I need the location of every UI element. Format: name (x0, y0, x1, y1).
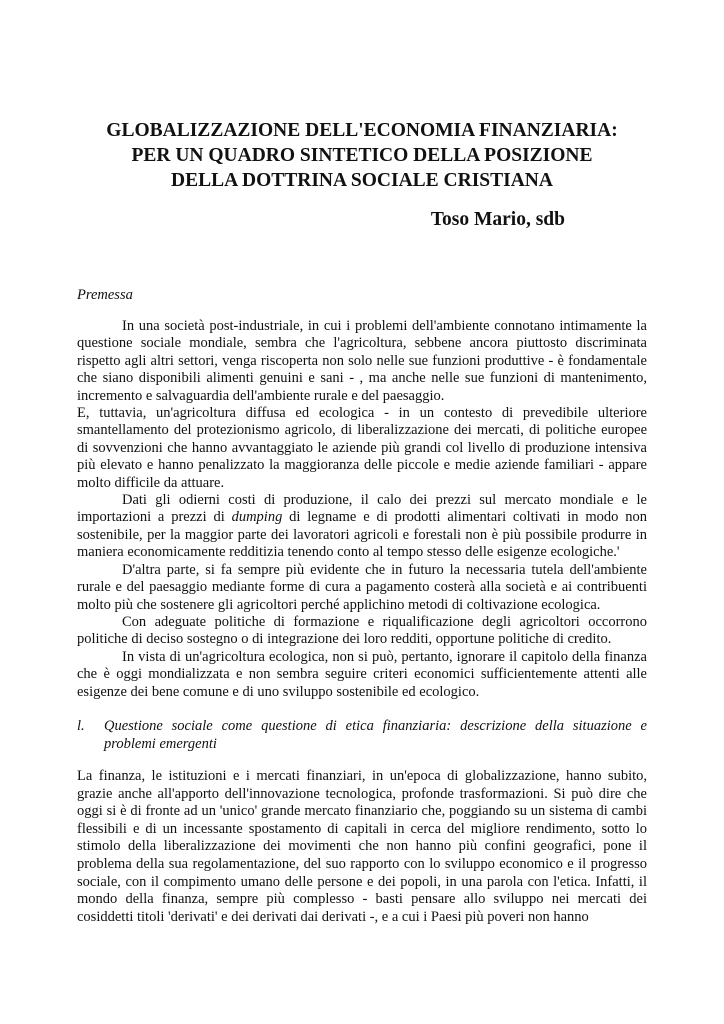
paragraph-3-italic: dumping (231, 509, 283, 526)
paragraph-3-after: di legname e di prodotti alimentari coltivati in modo non sostenibile, per la maggior parte dei lavoratori agricoli e forestali non è più possibile produrre in maniera economicamente redditizia tenendo conto al tempo stesso delle esigenze ecologiche.' (77, 509, 647, 561)
section-paragraph: La finanza, le istituzioni e i mercati finanziari, in un'epoca di globalizzazione, hanno subito, grazie anche all'apporto dell'innovazione tecnologica, profonde trasformazioni. Si può dire che oggi si è di fronte ad un 'unico' grande mercato finanziario che, poggiando su un sistema di cambi flessibili e di un incessante spostamento di capitali in cerca del migliore rendimento, sotto lo stimolo della liberalizzazione dei movimenti che non hanno più confini geografici, pone il problema della sua regolamentazione, del suo rapporto con lo sviluppo economico e il progresso sociale, con il compimento umano delle persone e dei popoli, in una parola con l'etica. Infatti, il mondo della finanza, sempre più complesso - basti pensare allo sviluppo nei mercati dei cosiddetti titoli 'derivati' e dei derivati dai derivati -, e a cui i Paesi più poveri non hanno (77, 768, 647, 925)
section-title: Questione sociale come questione di etica finanziaria: descrizione della situazione e problemi emergenti (104, 718, 647, 752)
section-number: l. (77, 718, 85, 734)
paragraph-3 (77, 492, 647, 562)
paragraph-2: E, tuttavia, un'agricoltura diffusa ed ecologica - in un contesto di prevedibile ulteriore smantellamento del protezionismo agricolo, di liberalizzazione dei mercati, di politiche europee di sovvenzioni che hanno avvantaggiato le aziende più grandi col livello di produzione intensiva più elevato e hanno penalizzato la maggioranza delle piccole e medie aziende familiari - appare molto difficile da attuare. (77, 405, 647, 491)
author-name: Toso Mario, sdb (430, 209, 565, 230)
title-line-2: PER UN QUADRO SINTETICO DELLA POSIZIONE (131, 145, 593, 166)
section-heading (77, 717, 647, 753)
paragraph-1: In una società post-industriale, in cui i problemi dell'ambiente connotano intimamente la questione sociale mondiale, sembra che l'agricoltura, sebbene ancora piuttosto discriminata rispetto agli altri settori, venga riscoperta non solo nelle sue funzioni produttive - è fondamentale che siano disponibili alimenti genuini e sani - , ma anche nelle sue funzioni di mantenimento, incremento e salvaguardia dell'ambiente rurale e del paesaggio. (77, 318, 647, 404)
premessa-body (77, 318, 647, 701)
title-line-3: DELLA DOTTRINA SOCIALE CRISTIANA (171, 170, 553, 191)
document-title (60, 118, 664, 193)
section-body (77, 768, 647, 926)
paragraph-6: In vista di un'agricoltura ecologica, non si può, pertanto, ignorare il capitolo della finanza che è oggi mondializzata e non sembra seguire criteri economici sufficientemente attenti alle esigenze dei bene comune e di uno sviluppo sostenibile ed ecologico. (77, 648, 647, 700)
paragraph-5: Con adeguate politiche di formazione e riqualificazione degli agricoltori occorrono politiche di deciso sostegno o di integrazione dei loro redditi, opportune politiche di credito. (77, 613, 647, 648)
paragraph-3-before: Dati gli odierni costi di produzione, il calo dei prezzi sul mercato mondiale e le importazioni a prezzi di (77, 492, 647, 526)
title-line-1: GLOBALIZZAZIONE DELL'ECONOMIA FINANZIARIA: (106, 120, 618, 141)
paragraph-4: D'altra parte, si fa sempre più evidente che in futuro la necessaria tutela dell'ambiente rurale e del paesaggio mediante forme di cura a pagamento costerà alla società e ai contribuenti molto più che sostenere gli agricoltori perché applichino metodi di coltivazione ecologica. (77, 561, 647, 613)
premessa-heading: Premessa (77, 287, 133, 303)
